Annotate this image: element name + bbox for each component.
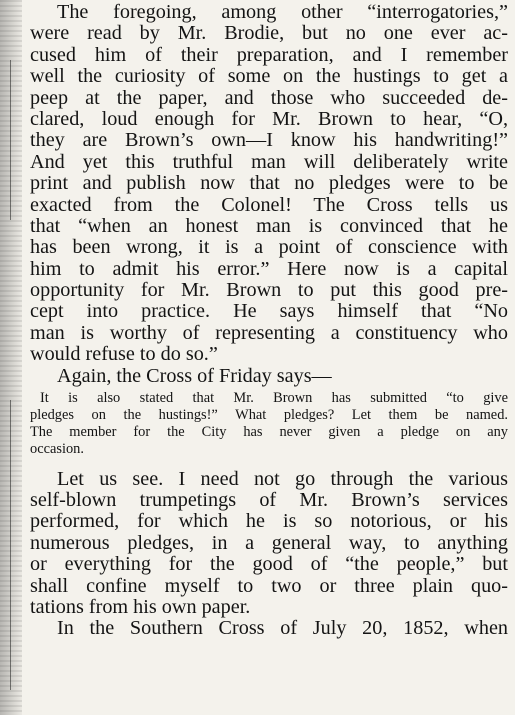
text-line: shall confine myself to two or three plain quo- bbox=[30, 575, 508, 597]
text-line: clared, loud enough for Mr. Brown to hear, “O, bbox=[30, 108, 508, 130]
text-line: tations from his own paper. bbox=[30, 596, 251, 618]
text-line: numerous pledges, in a general way, to anything bbox=[30, 532, 508, 554]
text-line: cused him of their preparation, and I remember bbox=[30, 44, 508, 66]
text-line: peep at the paper, and those who succeeded de- bbox=[30, 87, 508, 109]
text-line: self-blown trumpetings of Mr. Brown’s services bbox=[30, 489, 508, 511]
quote-line: The member for the City has never given a pledge on any bbox=[30, 423, 508, 440]
text-line: Again, the Cross of Friday says— bbox=[57, 365, 332, 387]
text-line: man is worthy of representing a constituency who bbox=[30, 322, 508, 344]
binding-gutter bbox=[0, 0, 22, 715]
text-line: performed, for which he is so notorious, or his bbox=[30, 511, 508, 533]
quote-line: occasion. bbox=[30, 440, 84, 457]
gutter-rule bbox=[10, 400, 11, 690]
text-line: cept into practice. He says himself that “No bbox=[30, 301, 508, 323]
spacer bbox=[30, 458, 508, 469]
paragraph-let-us-see bbox=[30, 469, 508, 619]
gutter-rule bbox=[10, 60, 11, 220]
text-line: In the Southern Cross of July 20, 1852, when bbox=[57, 618, 508, 640]
text-line: well the curiosity of some on the hustings to get a bbox=[30, 66, 508, 88]
quote-line: It is also stated that Mr. Brown has submitted “to give bbox=[40, 390, 508, 407]
text-line: exacted from the Colonel! The Cross tells us bbox=[30, 194, 508, 216]
paragraph-interrogatories bbox=[30, 2, 508, 366]
paragraph-southern-cross bbox=[30, 618, 508, 639]
text-line: they are Brown’s own—I know his handwriting!” bbox=[30, 130, 508, 152]
text-line: opportunity for Mr. Brown to put this good pre- bbox=[30, 280, 508, 302]
text-line: or everything for the good of “the people,” but bbox=[30, 554, 508, 576]
text-line: has been wrong, it is a point of conscience with bbox=[30, 237, 508, 259]
paragraph-again bbox=[30, 366, 508, 387]
text-line: And yet this truthful man will deliberately write bbox=[30, 151, 508, 173]
text-column bbox=[30, 2, 508, 640]
quoted-extract bbox=[30, 390, 508, 458]
text-line: print and publish now that no pledges were to be bbox=[30, 173, 508, 195]
text-line: would refuse to do so.” bbox=[30, 344, 218, 366]
text-line: The foregoing, among other “interrogatories,” bbox=[57, 2, 508, 23]
text-line: Let us see. I need not go through the various bbox=[57, 468, 508, 490]
quote-line: pledges on the hustings!” What pledges? Let them be named. bbox=[30, 406, 508, 423]
text-line: were read by Mr. Brodie, but no one ever ac- bbox=[30, 23, 508, 45]
text-line: that “when an honest man is convinced that he bbox=[30, 215, 508, 237]
text-line: him to admit his error.” Here now is a capital bbox=[30, 258, 508, 280]
